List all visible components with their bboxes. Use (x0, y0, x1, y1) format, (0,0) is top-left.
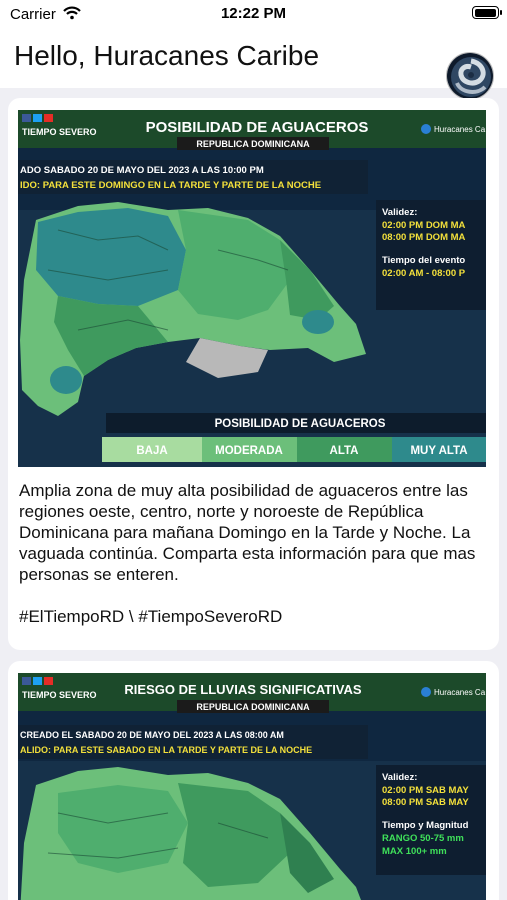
max-value: MAX 100+ mm (382, 846, 447, 857)
forecast-map (18, 673, 486, 900)
validez-1: 02:00 PM DOM MA (382, 220, 466, 231)
brand-text: Huracanes Ca (434, 125, 486, 134)
clock: 12:22 PM (220, 5, 287, 22)
validez-2: 08:00 PM SAB MAY (382, 797, 469, 808)
feed[interactable] (0, 88, 507, 900)
legend-moderada: MODERADA (215, 445, 283, 457)
created-line: CREADO EL SABADO 20 DE MAYO DEL 2023 A LAS 08:00 AM (20, 730, 284, 740)
validez-2: 08:00 PM DOM MA (382, 232, 466, 243)
page-title: Hello, Huracanes Caribe (14, 40, 320, 71)
valid-line: IDO: PARA ESTE DOMINGO EN LA TARDE Y PARTE DE LA NOCHE (20, 180, 322, 191)
created-line: ADO SABADO 20 DE MAYO DEL 2023 A LAS 10:00 PM (20, 165, 264, 176)
logo-text: TIEMPO SEVERO (22, 690, 97, 700)
image-title: POSIBILIDAD DE AGUACEROS (145, 119, 369, 136)
post-card[interactable] (8, 98, 499, 650)
validez-label: Validez: (382, 207, 418, 218)
image-subtitle: REPUBLICA DOMINICANA (196, 702, 310, 712)
rango-value: RANGO 50-75 mm (382, 833, 464, 844)
post-image-aguaceros[interactable] (18, 110, 486, 467)
forecast-map (18, 110, 486, 467)
logo-text: TIEMPO SEVERO (22, 127, 97, 137)
image-title: RIESGO DE LLUVIAS SIGNIFICATIVAS (124, 682, 362, 697)
brand-text: Huracanes Ca (434, 688, 486, 697)
validez-1: 02:00 PM SAB MAY (382, 785, 469, 796)
status-bar (0, 0, 507, 28)
battery-icon (472, 6, 499, 19)
evento-label: Tiempo del evento (382, 255, 466, 266)
legend-muy-alta: MUY ALTA (410, 445, 468, 457)
validez-label: Validez: (382, 772, 418, 783)
legend-baja: BAJA (136, 445, 168, 457)
carrier-label: Carrier (10, 6, 56, 23)
legend-title: POSIBILIDAD DE AGUACEROS (214, 418, 386, 430)
app-header (0, 28, 507, 88)
post-image-lluvias[interactable] (18, 673, 486, 900)
legend-alta: ALTA (329, 445, 359, 457)
post-text: Amplia zona de muy alta posibilidad de aguaceros entre las regiones oeste, centro, norte y noroeste de República Dominicana para mañana Domingo en la Tarde y Noche. La vaguada continúa. Comparta esta información para que mas personas se enteren. #ElTiempoRD \ #TiempoSeveroRD (19, 481, 476, 626)
valid-line: ALIDO: PARA ESTE SABADO EN LA TARDE Y PARTE DE LA NOCHE (20, 745, 313, 755)
image-subtitle: REPUBLICA DOMINICANA (196, 139, 310, 149)
evento-label: Tiempo y Magnitud (382, 820, 469, 831)
evento-value: 02:00 AM - 08:00 P (382, 268, 466, 279)
post-card[interactable] (8, 661, 499, 900)
